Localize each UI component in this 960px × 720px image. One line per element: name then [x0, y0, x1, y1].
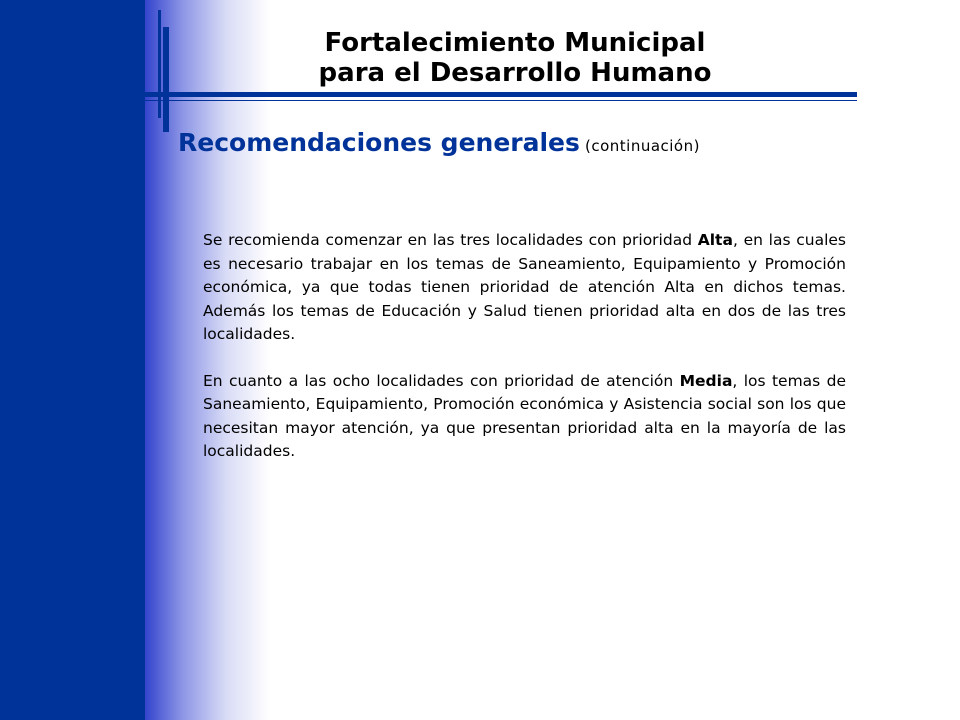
left-blue-band — [0, 0, 145, 720]
paragraph-1-text-after: , en las cuales es necesario trabajar en los temas de Saneamiento, Equipamiento y Promoción económica, ya que todas tienen prioridad de atención Alta en dichos temas. Además los temas de Educación y Salud tienen prioridad alta en dos de las tres localidades. — [203, 231, 846, 343]
decorative-vertical-line-thin — [158, 10, 161, 118]
paragraph-1 — [203, 229, 846, 347]
section-heading-main: Recomendaciones generales — [178, 128, 580, 157]
paragraph-2-text-before: En cuanto a las ocho localidades con prioridad de atención — [203, 371, 680, 390]
section-heading-sub: (continuación) — [584, 137, 700, 155]
paragraph-1-bold-priority: Alta — [697, 231, 733, 249]
title-line-1: Fortalecimiento Municipal — [324, 28, 706, 58]
paragraph-2-bold-priority: Media — [679, 371, 733, 390]
paragraph-1-text-before: Se recomienda comenzar en las tres localidades con prioridad — [203, 231, 698, 249]
paragraph-2-text-after: , los temas de Saneamiento, Equipamiento, Promoción económica y Asistencia social son los que necesitan mayor atención, ya que presentan prioridad alta en la mayoría de las localidades. — [203, 371, 846, 460]
title-line-2: para el Desarrollo Humano — [318, 58, 712, 88]
decorative-horizontal-line-thick — [145, 92, 857, 97]
paragraph-2 — [203, 370, 846, 464]
section-heading — [178, 128, 700, 157]
page-title — [270, 28, 760, 88]
decorative-horizontal-line-thin — [145, 100, 857, 101]
decorative-vertical-line-thick — [163, 27, 169, 132]
body-text — [203, 229, 846, 487]
